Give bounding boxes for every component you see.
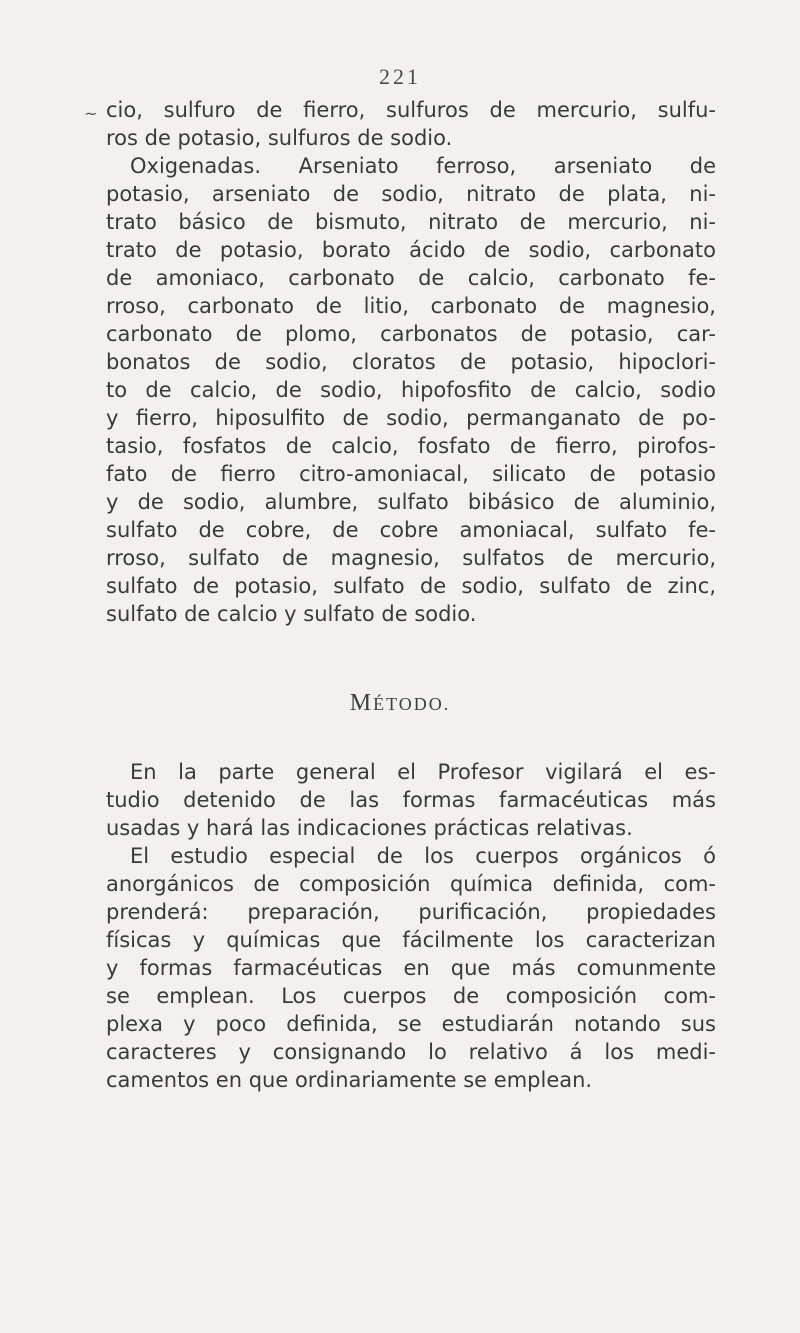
text-line: En la parte general el Profesor vigilará el es- (130, 760, 716, 784)
text-line: tasio, fosfatos de calcio, fosfato de fierro, pirofos- (106, 434, 716, 458)
margin-mark: ~ (84, 104, 98, 123)
text-line: y formas farmacéuticas en que más comunmente (106, 956, 716, 980)
text-line: usadas y hará las indicaciones prácticas relativas. (106, 816, 633, 840)
paragraph-method (106, 758, 716, 1094)
text-line: camentos en que ordinariamente se emplean. (106, 1068, 593, 1092)
text-line: bonatos de sodio, cloratos de potasio, hipoclori- (106, 350, 716, 374)
heading-rest: ÉTODO. (373, 694, 451, 714)
section-heading-metodo (0, 690, 800, 717)
text-line: sulfato de cobre, de cobre amoniacal, sulfato fe- (106, 518, 716, 542)
text-line: tudio detenido de las formas farmacéuticas más (106, 788, 716, 812)
text-line: rroso, carbonato de litio, carbonato de magnesio, (106, 294, 716, 318)
text-line: físicas y químicas que fácilmente los caracterizan (106, 928, 716, 952)
page-number: 221 (379, 64, 421, 89)
text-line: fato de fierro citro-amoniacal, silicato de potasio (106, 462, 716, 486)
text-line: se emplean. Los cuerpos de composición com- (106, 984, 716, 1008)
heading-initial: M (349, 690, 374, 716)
text-line: sulfato de calcio y sulfato de sodio. (106, 602, 477, 626)
text-line: rroso, sulfato de magnesio, sulfatos de mercurio, (106, 546, 716, 570)
text-line: plexa y poco definida, se estudiarán notando sus (106, 1012, 716, 1036)
text-line: ros de potasio, sulfuros de sodio. (106, 126, 453, 150)
paragraph-list-compounds (106, 96, 716, 628)
text-line: El estudio especial de los cuerpos orgánicos ó (130, 844, 716, 868)
text-line: anorgánicos de composición química definida, com- (106, 872, 716, 896)
text-line: de amoniaco, carbonato de calcio, carbonato fe- (106, 266, 716, 290)
text-line: trato de potasio, borato ácido de sodio, carbonato (106, 238, 716, 262)
text-line: trato básico de bismuto, nitrato de mercurio, ni- (106, 210, 716, 234)
text-line: y fierro, hiposulfito de sodio, permanganato de po- (106, 406, 716, 430)
text-line: y de sodio, alumbre, sulfato bibásico de aluminio, (106, 490, 716, 514)
text-line: to de calcio, de sodio, hipofosfito de calcio, sodio (106, 378, 716, 402)
text-line: prenderá: preparación, purificación, propiedades (106, 900, 716, 924)
text-line: sulfato de potasio, sulfato de sodio, sulfato de zinc, (106, 574, 716, 598)
text-line: caracteres y consignando lo relativo á los medi- (106, 1040, 716, 1064)
text-line: carbonato de plomo, carbonatos de potasio, car- (106, 322, 716, 346)
text-line: cio, sulfuro de fierro, sulfuros de mercurio, sulfu- (106, 98, 716, 122)
text-line: potasio, arseniato de sodio, nitrato de plata, ni- (106, 182, 716, 206)
text-line: Oxigenadas. Arseniato ferroso, arseniato de (130, 154, 716, 178)
